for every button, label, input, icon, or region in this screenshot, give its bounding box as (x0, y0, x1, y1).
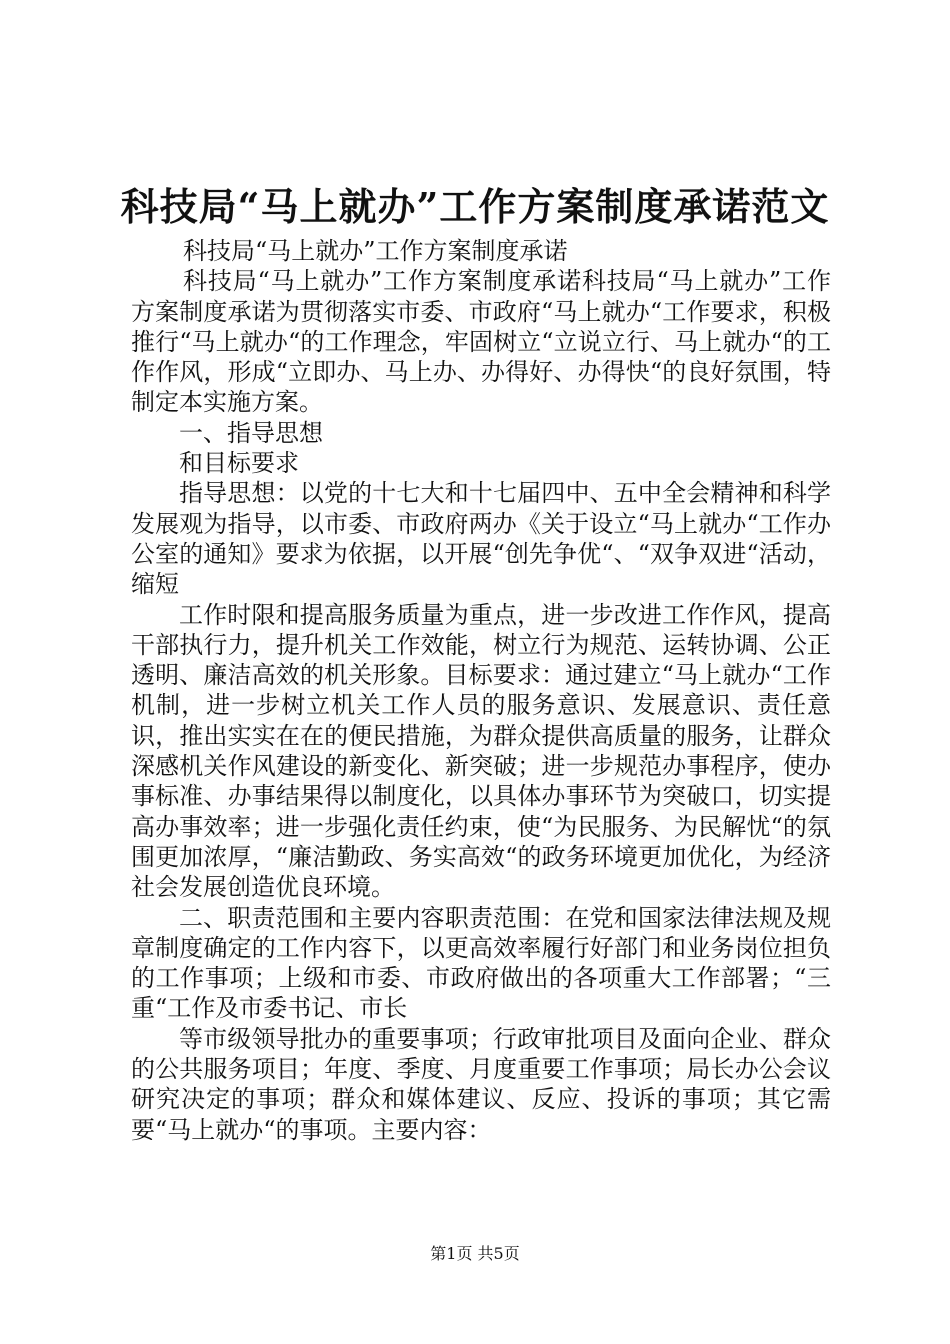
scope-paragraph: 二、职责范围和主要内容职责范围：在党和国家法律法规及规章制度确定的工作内容下，以更高效率履行好部门和业务岗位担负的工作事项；上级和市委、市政府做出的各项重大工作部署；“三重“工作及市委书记、市长 (131, 903, 831, 1023)
goals-paragraph: 工作时限和提高服务质量为重点，进一步改进工作作风，提高干部执行力，提升机关工作效能，树立行为规范、运转协调、公正透明、廉洁高效的机关形象。目标要求：通过建立“马上就办“工作机制，进一步树立机关工作人员的服务意识、发展意识、责任意识，推出实实在在的便民措施，为群众提供高质量的服务，让群众深感机关作风建设的新变化、新突破；进一步规范办事程序，使办事标准、办事结果得以制度化，以具体办事环节为突破口，切实提高办事效率；进一步强化责任约束，使“为民服务、为民解忧“的氛围更加浓厚，“廉洁勤政、务实高效“的政务环境更加优化，为经济社会发展创造优良环境。 (131, 600, 831, 902)
section-heading-1: 一、指导思想 (179, 418, 323, 447)
scope-paragraph-cont: 等市级领导批办的重要事项；行政审批项目及面向企业、群众的公共服务项目；年度、季度、月度重要工作事项；局长办公会议研究决定的事项；群众和媒体建议、反应、投诉的事项；其它需要“马上就办“的事项。主要内容： (131, 1024, 831, 1144)
document-body (131, 236, 831, 1145)
page-footer: 第1页 共5页 (430, 1244, 520, 1263)
section-heading-1-cont: 和目标要求 (179, 449, 299, 478)
document-title: 科技局“马上就办”工作方案制度承诺范文 (120, 184, 830, 229)
guiding-thought-paragraph: 指导思想：以党的十七大和十七届四中、五中全会精神和科学发展观为指导，以市委、市政府两办《关于设立“马上就办“工作办公室的通知》要求为依据，以开展“创先争优“、“双争双进“活动，缩短 (131, 479, 831, 599)
subtitle-paragraph: 科技局“马上就办”工作方案制度承诺 (183, 237, 568, 265)
intro-paragraph: 科技局“马上就办”工作方案制度承诺科技局“马上就办”工作方案制度承诺为贯彻落实市委、市政府“马上就办“工作要求，积极推行“马上就办“的工作理念，牢固树立“立说立行、马上就办“的工作作风，形成“立即办、马上办、办得好、办得快“的良好氛围，特制定本实施方案。 (131, 267, 831, 417)
